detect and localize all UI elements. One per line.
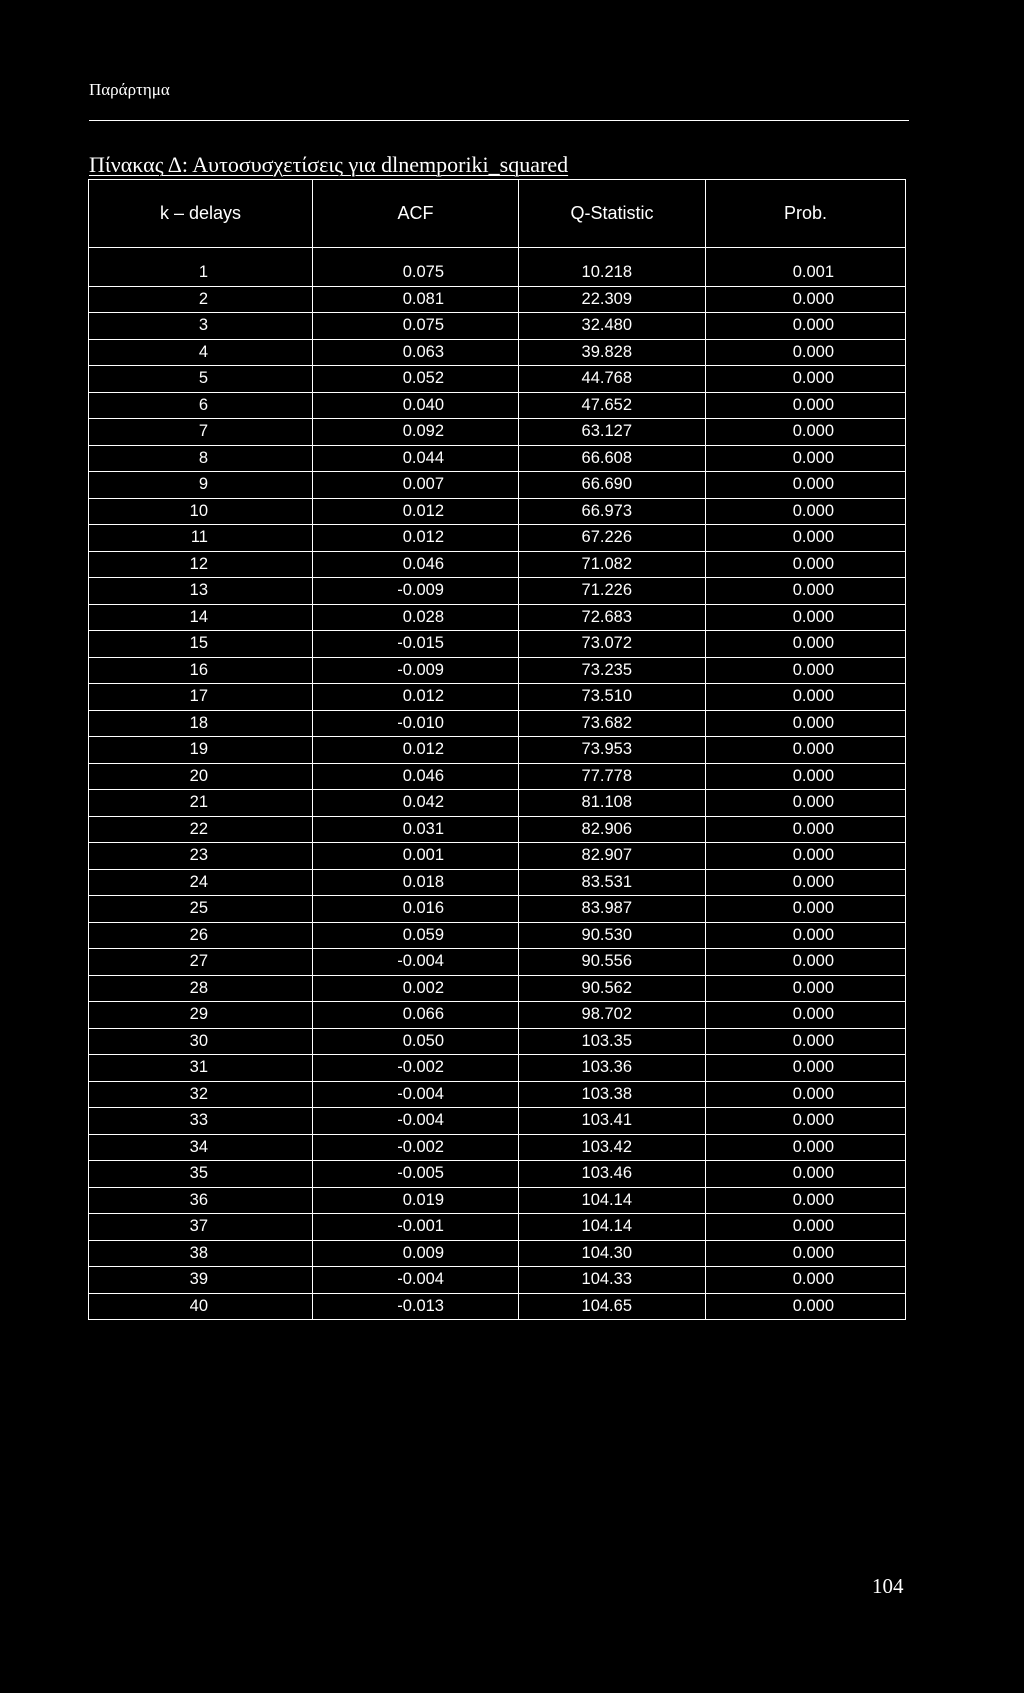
cell-prob: 0.000 — [706, 1055, 906, 1082]
cell-q-statistic: 73.953 — [519, 737, 706, 764]
cell-k-delay: 26 — [89, 922, 313, 949]
table-row — [89, 604, 906, 631]
cell-prob: 0.000 — [706, 790, 906, 817]
cell-q-statistic: 104.30 — [519, 1240, 706, 1267]
cell-k-delay: 6 — [89, 392, 313, 419]
cell-q-statistic: 82.907 — [519, 843, 706, 870]
cell-acf: 0.052 — [313, 366, 519, 393]
table-row — [89, 313, 906, 340]
column-header-prob: Prob. — [706, 180, 906, 248]
cell-k-delay: 10 — [89, 498, 313, 525]
cell-acf: -0.004 — [313, 1267, 519, 1294]
cell-q-statistic: 10.218 — [519, 248, 706, 287]
cell-q-statistic: 90.530 — [519, 922, 706, 949]
cell-acf: -0.005 — [313, 1161, 519, 1188]
cell-acf: -0.004 — [313, 1108, 519, 1135]
table-row — [89, 631, 906, 658]
cell-acf: 0.092 — [313, 419, 519, 446]
cell-acf: 0.066 — [313, 1002, 519, 1029]
cell-k-delay: 36 — [89, 1187, 313, 1214]
table-row — [89, 392, 906, 419]
column-header-k-delays: k – delays — [89, 180, 313, 248]
cell-prob: 0.000 — [706, 445, 906, 472]
cell-q-statistic: 77.778 — [519, 763, 706, 790]
cell-k-delay: 24 — [89, 869, 313, 896]
cell-prob: 0.000 — [706, 392, 906, 419]
cell-k-delay: 30 — [89, 1028, 313, 1055]
table-row — [89, 816, 906, 843]
cell-q-statistic: 103.35 — [519, 1028, 706, 1055]
table-row — [89, 1187, 906, 1214]
cell-acf: 0.075 — [313, 313, 519, 340]
cell-k-delay: 27 — [89, 949, 313, 976]
header-rule — [89, 120, 909, 121]
cell-q-statistic: 73.510 — [519, 684, 706, 711]
cell-prob: 0.000 — [706, 604, 906, 631]
cell-acf: 0.050 — [313, 1028, 519, 1055]
cell-q-statistic: 72.683 — [519, 604, 706, 631]
cell-k-delay: 20 — [89, 763, 313, 790]
cell-q-statistic: 71.226 — [519, 578, 706, 605]
table-row — [89, 869, 906, 896]
cell-prob: 0.000 — [706, 896, 906, 923]
cell-k-delay: 15 — [89, 631, 313, 658]
cell-k-delay: 35 — [89, 1161, 313, 1188]
table-row — [89, 1240, 906, 1267]
cell-q-statistic: 63.127 — [519, 419, 706, 446]
cell-k-delay: 5 — [89, 366, 313, 393]
cell-acf: 0.042 — [313, 790, 519, 817]
cell-q-statistic: 90.556 — [519, 949, 706, 976]
cell-k-delay: 37 — [89, 1214, 313, 1241]
cell-q-statistic: 73.072 — [519, 631, 706, 658]
cell-acf: 0.018 — [313, 869, 519, 896]
cell-k-delay: 12 — [89, 551, 313, 578]
cell-prob: 0.000 — [706, 313, 906, 340]
table-row — [89, 737, 906, 764]
cell-q-statistic: 66.973 — [519, 498, 706, 525]
cell-prob: 0.000 — [706, 1187, 906, 1214]
table-row — [89, 1293, 906, 1320]
cell-prob: 0.000 — [706, 1081, 906, 1108]
cell-acf: -0.004 — [313, 1081, 519, 1108]
cell-q-statistic: 103.41 — [519, 1108, 706, 1135]
cell-q-statistic: 103.36 — [519, 1055, 706, 1082]
cell-k-delay: 18 — [89, 710, 313, 737]
cell-prob: 0.000 — [706, 472, 906, 499]
cell-q-statistic: 82.906 — [519, 816, 706, 843]
cell-q-statistic: 81.108 — [519, 790, 706, 817]
cell-prob: 0.000 — [706, 710, 906, 737]
table-row — [89, 1028, 906, 1055]
table-row — [89, 843, 906, 870]
cell-k-delay: 28 — [89, 975, 313, 1002]
cell-acf: 0.007 — [313, 472, 519, 499]
table-row — [89, 286, 906, 313]
cell-q-statistic: 66.690 — [519, 472, 706, 499]
cell-k-delay: 17 — [89, 684, 313, 711]
cell-acf: 0.002 — [313, 975, 519, 1002]
cell-prob: 0.000 — [706, 339, 906, 366]
cell-prob: 0.000 — [706, 1161, 906, 1188]
cell-k-delay: 25 — [89, 896, 313, 923]
table-row — [89, 657, 906, 684]
cell-acf: 0.001 — [313, 843, 519, 870]
cell-prob: 0.000 — [706, 631, 906, 658]
cell-k-delay: 8 — [89, 445, 313, 472]
table-header-row — [89, 180, 906, 248]
table-row — [89, 445, 906, 472]
table-row — [89, 419, 906, 446]
cell-prob: 0.000 — [706, 1240, 906, 1267]
cell-prob: 0.000 — [706, 843, 906, 870]
cell-prob: 0.001 — [706, 248, 906, 287]
cell-q-statistic: 73.682 — [519, 710, 706, 737]
cell-k-delay: 32 — [89, 1081, 313, 1108]
cell-k-delay: 13 — [89, 578, 313, 605]
cell-q-statistic: 103.38 — [519, 1081, 706, 1108]
cell-q-statistic: 39.828 — [519, 339, 706, 366]
cell-q-statistic: 44.768 — [519, 366, 706, 393]
cell-q-statistic: 104.65 — [519, 1293, 706, 1320]
cell-q-statistic: 47.652 — [519, 392, 706, 419]
cell-k-delay: 7 — [89, 419, 313, 446]
cell-q-statistic: 32.480 — [519, 313, 706, 340]
cell-prob: 0.000 — [706, 525, 906, 552]
table-title: Πίνακας Δ: Αυτοσυσχετίσεις για dlnemporiki_squared — [89, 152, 569, 177]
cell-q-statistic: 104.33 — [519, 1267, 706, 1294]
cell-acf: 0.046 — [313, 551, 519, 578]
table-row — [89, 472, 906, 499]
cell-acf: 0.040 — [313, 392, 519, 419]
cell-q-statistic: 104.14 — [519, 1187, 706, 1214]
cell-acf: -0.013 — [313, 1293, 519, 1320]
cell-k-delay: 34 — [89, 1134, 313, 1161]
cell-acf: -0.002 — [313, 1134, 519, 1161]
cell-prob: 0.000 — [706, 366, 906, 393]
cell-acf: 0.019 — [313, 1187, 519, 1214]
cell-k-delay: 40 — [89, 1293, 313, 1320]
cell-acf: -0.009 — [313, 578, 519, 605]
cell-q-statistic: 103.46 — [519, 1161, 706, 1188]
cell-acf: 0.028 — [313, 604, 519, 631]
page-number: 104 — [872, 1574, 904, 1598]
cell-prob: 0.000 — [706, 419, 906, 446]
cell-q-statistic: 73.235 — [519, 657, 706, 684]
table-row — [89, 339, 906, 366]
cell-prob: 0.000 — [706, 949, 906, 976]
table-row — [89, 896, 906, 923]
table-row — [89, 1134, 906, 1161]
cell-prob: 0.000 — [706, 1002, 906, 1029]
cell-k-delay: 22 — [89, 816, 313, 843]
cell-q-statistic: 104.14 — [519, 1214, 706, 1241]
column-header-acf: ACF — [313, 180, 519, 248]
running-header: Παράρτημα — [89, 80, 170, 99]
table-row — [89, 975, 906, 1002]
cell-prob: 0.000 — [706, 578, 906, 605]
cell-acf: 0.046 — [313, 763, 519, 790]
cell-acf: -0.004 — [313, 949, 519, 976]
cell-prob: 0.000 — [706, 763, 906, 790]
cell-acf: 0.012 — [313, 498, 519, 525]
cell-k-delay: 38 — [89, 1240, 313, 1267]
cell-prob: 0.000 — [706, 657, 906, 684]
cell-q-statistic: 83.531 — [519, 869, 706, 896]
cell-acf: 0.009 — [313, 1240, 519, 1267]
cell-prob: 0.000 — [706, 975, 906, 1002]
cell-acf: 0.044 — [313, 445, 519, 472]
cell-acf: 0.075 — [313, 248, 519, 287]
cell-prob: 0.000 — [706, 737, 906, 764]
cell-acf: 0.016 — [313, 896, 519, 923]
cell-k-delay: 3 — [89, 313, 313, 340]
cell-prob: 0.000 — [706, 286, 906, 313]
cell-prob: 0.000 — [706, 1293, 906, 1320]
column-header-q-statistic: Q-Statistic — [519, 180, 706, 248]
table-row — [89, 1055, 906, 1082]
table-row — [89, 790, 906, 817]
cell-k-delay: 2 — [89, 286, 313, 313]
table-body — [89, 248, 906, 1320]
table-row — [89, 1081, 906, 1108]
autocorrelation-table — [88, 179, 906, 1320]
table-row — [89, 1161, 906, 1188]
table-row — [89, 1214, 906, 1241]
cell-acf: -0.002 — [313, 1055, 519, 1082]
cell-acf: -0.015 — [313, 631, 519, 658]
cell-q-statistic: 22.309 — [519, 286, 706, 313]
cell-k-delay: 33 — [89, 1108, 313, 1135]
cell-k-delay: 4 — [89, 339, 313, 366]
table-row — [89, 551, 906, 578]
table-row — [89, 578, 906, 605]
cell-acf: 0.063 — [313, 339, 519, 366]
cell-prob: 0.000 — [706, 551, 906, 578]
cell-prob: 0.000 — [706, 498, 906, 525]
cell-acf: -0.010 — [313, 710, 519, 737]
cell-k-delay: 14 — [89, 604, 313, 631]
table-row — [89, 684, 906, 711]
cell-prob: 0.000 — [706, 684, 906, 711]
cell-q-statistic: 67.226 — [519, 525, 706, 552]
table-row — [89, 1267, 906, 1294]
cell-acf: 0.031 — [313, 816, 519, 843]
cell-k-delay: 31 — [89, 1055, 313, 1082]
cell-k-delay: 16 — [89, 657, 313, 684]
cell-acf: 0.012 — [313, 525, 519, 552]
table-row — [89, 763, 906, 790]
cell-prob: 0.000 — [706, 1134, 906, 1161]
cell-q-statistic: 103.42 — [519, 1134, 706, 1161]
cell-k-delay: 21 — [89, 790, 313, 817]
cell-q-statistic: 83.987 — [519, 896, 706, 923]
cell-prob: 0.000 — [706, 1214, 906, 1241]
table-row — [89, 1002, 906, 1029]
cell-acf: 0.081 — [313, 286, 519, 313]
table-row — [89, 525, 906, 552]
cell-k-delay: 11 — [89, 525, 313, 552]
cell-prob: 0.000 — [706, 1108, 906, 1135]
cell-q-statistic: 90.562 — [519, 975, 706, 1002]
cell-prob: 0.000 — [706, 1267, 906, 1294]
cell-k-delay: 19 — [89, 737, 313, 764]
cell-q-statistic: 71.082 — [519, 551, 706, 578]
table-row — [89, 366, 906, 393]
cell-k-delay: 29 — [89, 1002, 313, 1029]
cell-prob: 0.000 — [706, 922, 906, 949]
cell-prob: 0.000 — [706, 816, 906, 843]
table-row — [89, 498, 906, 525]
cell-k-delay: 23 — [89, 843, 313, 870]
table-row — [89, 949, 906, 976]
cell-prob: 0.000 — [706, 1028, 906, 1055]
cell-k-delay: 1 — [89, 248, 313, 287]
cell-acf: 0.012 — [313, 684, 519, 711]
cell-acf: 0.012 — [313, 737, 519, 764]
cell-acf: -0.009 — [313, 657, 519, 684]
cell-prob: 0.000 — [706, 869, 906, 896]
cell-k-delay: 39 — [89, 1267, 313, 1294]
table-row — [89, 248, 906, 287]
cell-acf: -0.001 — [313, 1214, 519, 1241]
cell-k-delay: 9 — [89, 472, 313, 499]
cell-q-statistic: 66.608 — [519, 445, 706, 472]
table-row — [89, 922, 906, 949]
cell-q-statistic: 98.702 — [519, 1002, 706, 1029]
table-row — [89, 1108, 906, 1135]
cell-acf: 0.059 — [313, 922, 519, 949]
table-row — [89, 710, 906, 737]
